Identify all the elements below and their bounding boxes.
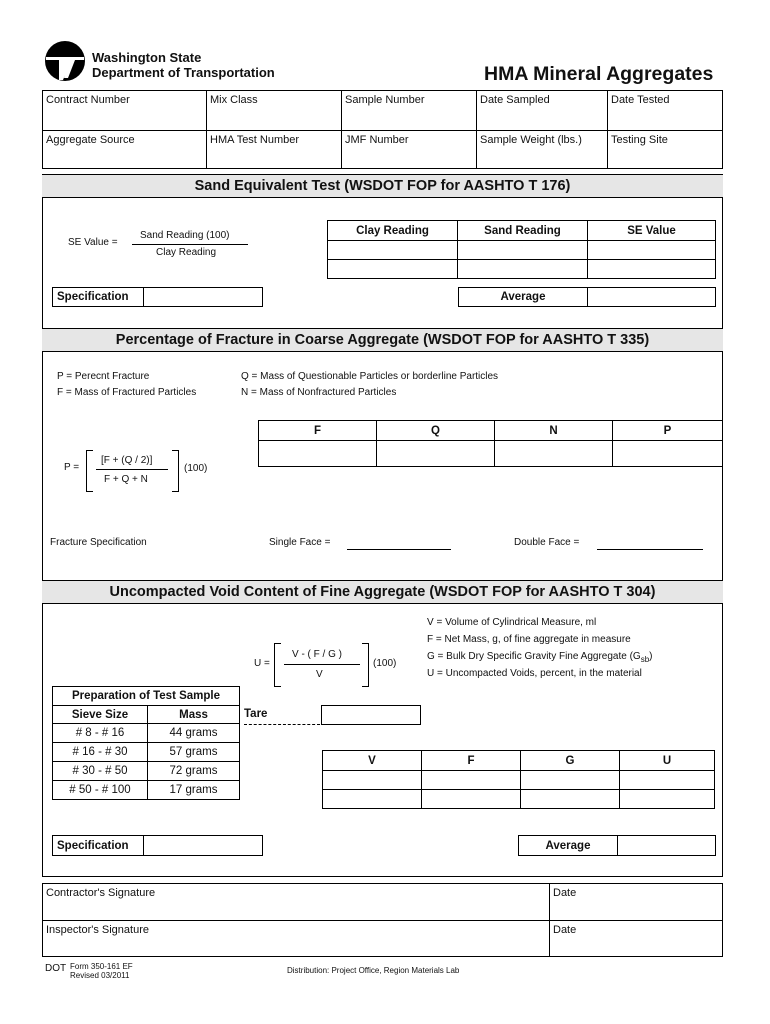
fracture-formula-denominator: F + Q + N <box>104 474 148 485</box>
inspector-date[interactable]: Date <box>550 921 723 957</box>
uncompacted-def-f: F = Net Mass, g, of fine aggregate in measure <box>427 634 631 645</box>
se-specification-label: Specification <box>53 288 144 307</box>
uncompacted-def-g-sub: sb <box>640 655 650 664</box>
fracture-def-n: N = Mass of Nonfractured Particles <box>241 387 397 398</box>
fracture-formula-multiplier: (100) <box>184 463 208 474</box>
contractor-date[interactable]: Date <box>550 884 723 921</box>
fracture-header-q: Q <box>377 421 495 441</box>
uncompacted-specification <box>52 835 263 856</box>
se-header-se-value: SE Value <box>588 221 716 241</box>
prep-sieve: # 50 - # 100 <box>53 781 148 800</box>
prep-mass: 72 grams <box>148 762 240 781</box>
footer-dot: DOT <box>45 963 67 974</box>
field-mix-class[interactable]: Mix Class <box>207 91 342 131</box>
se-cell[interactable] <box>588 260 716 279</box>
footer-distribution: Distribution: Project Office, Region Materials Lab <box>287 966 460 975</box>
fracture-cell[interactable] <box>377 441 495 467</box>
uncompacted-cell[interactable] <box>422 771 521 790</box>
signatures-table <box>42 883 723 957</box>
field-jmf-number[interactable]: JMF Number <box>342 131 477 169</box>
prep-sieve: # 16 - # 30 <box>53 743 148 762</box>
se-header-sand: Sand Reading <box>458 221 588 241</box>
uncompacted-cell[interactable] <box>323 771 422 790</box>
field-sample-weight[interactable]: Sample Weight (lbs.) <box>477 131 608 169</box>
fracture-def-f: F = Mass of Fractured Particles <box>57 387 197 398</box>
uncompacted-cell[interactable] <box>323 790 422 809</box>
uncompacted-def-u: U = Uncompacted Voids, percent, in the material <box>427 668 642 679</box>
fracture-cell[interactable] <box>613 441 723 467</box>
uncompacted-header-v: V <box>323 751 422 771</box>
se-specification <box>52 287 263 307</box>
prep-header-sieve: Sieve Size <box>53 706 148 724</box>
uncompacted-formula-bar <box>284 664 360 665</box>
uncompacted-table <box>322 750 715 809</box>
footer-revised: Revised 03/2011 <box>70 971 130 980</box>
uncompacted-cell[interactable] <box>620 771 715 790</box>
se-cell[interactable] <box>458 260 588 279</box>
fracture-header-p: P <box>613 421 723 441</box>
se-average-value[interactable] <box>588 288 716 307</box>
se-average-label: Average <box>459 288 588 307</box>
se-formula-bar <box>132 244 248 245</box>
fracture-header-f: F <box>259 421 377 441</box>
fracture-bracket-left <box>86 450 93 492</box>
field-date-tested[interactable]: Date Tested <box>608 91 723 131</box>
org-name-line2: Department of Transportation <box>92 65 275 80</box>
field-hma-test-number[interactable]: HMA Test Number <box>207 131 342 169</box>
uncompacted-cell[interactable] <box>620 790 715 809</box>
uncompacted-header-g: G <box>521 751 620 771</box>
prep-table <box>52 686 240 800</box>
uncompacted-specification-label: Specification <box>53 836 144 856</box>
org-name-line1: Washington State <box>92 50 202 65</box>
uncompacted-def-g-close: ) <box>649 651 653 662</box>
uncompacted-formula-lhs: U = <box>254 658 270 669</box>
uncompacted-cell[interactable] <box>521 790 620 809</box>
uncompacted-average <box>518 835 716 856</box>
fracture-bracket-right <box>172 450 179 492</box>
se-specification-value[interactable] <box>144 288 263 307</box>
uncompacted-def-g <box>427 651 653 664</box>
fracture-formula-numerator: [F + (Q / 2)] <box>101 455 153 466</box>
uncompacted-cell[interactable] <box>521 771 620 790</box>
form-title: HMA Mineral Aggregates <box>484 63 714 85</box>
uncompacted-specification-value[interactable] <box>144 836 263 856</box>
se-formula-denominator: Clay Reading <box>156 247 217 258</box>
se-table <box>327 220 716 279</box>
prep-mass: 17 grams <box>148 781 240 800</box>
field-aggregate-source[interactable]: Aggregate Source <box>43 131 207 169</box>
tare-dashed-line <box>244 724 320 725</box>
se-cell[interactable] <box>588 241 716 260</box>
single-face-label: Single Face = <box>269 537 331 548</box>
inspector-signature[interactable]: Inspector's Signature <box>43 921 550 957</box>
fracture-table <box>258 420 723 467</box>
footer-form-number: Form 350-161 EF <box>70 962 133 971</box>
prep-title: Preparation of Test Sample <box>53 687 240 706</box>
fracture-cell[interactable] <box>259 441 377 467</box>
fracture-formula-bar <box>96 469 168 470</box>
info-fields-table <box>42 90 723 169</box>
fracture-spec-label: Fracture Specification <box>50 537 147 548</box>
prep-mass: 44 grams <box>148 724 240 743</box>
prep-sieve: # 30 - # 50 <box>53 762 148 781</box>
se-cell[interactable] <box>458 241 588 260</box>
uncompacted-header-f: F <box>422 751 521 771</box>
fracture-title: Percentage of Fracture in Coarse Aggregate (WSDOT FOP for AASHTO T 335) <box>42 328 723 352</box>
uncompacted-formula-numerator: V - ( F / G ) <box>292 649 342 660</box>
prep-sieve: # 8 - # 16 <box>53 724 148 743</box>
uncompacted-cell[interactable] <box>422 790 521 809</box>
wsdot-logo <box>44 40 86 82</box>
fracture-cell[interactable] <box>495 441 613 467</box>
uncompacted-average-value[interactable] <box>618 836 716 856</box>
contractor-signature[interactable]: Contractor's Signature <box>43 884 550 921</box>
fracture-header-n: N <box>495 421 613 441</box>
double-face-field[interactable] <box>597 549 703 550</box>
uncompacted-title: Uncompacted Void Content of Fine Aggregate (WSDOT FOP for AASHTO T 304) <box>42 580 723 604</box>
field-sample-number[interactable]: Sample Number <box>342 91 477 131</box>
uncompacted-bracket-right <box>362 643 369 687</box>
uncompacted-def-g-text: G = Bulk Dry Specific Gravity Fine Aggregate (G <box>427 651 641 662</box>
uncompacted-header-u: U <box>620 751 715 771</box>
tare-field[interactable] <box>321 705 421 725</box>
double-face-label: Double Face = <box>514 537 580 548</box>
se-cell[interactable] <box>328 241 458 260</box>
uncompacted-formula-denominator: V <box>316 669 323 680</box>
se-formula-lhs: SE Value = <box>68 237 118 248</box>
wsdot-logo-icon <box>44 40 86 82</box>
se-formula-numerator: Sand Reading (100) <box>140 230 230 241</box>
uncompacted-formula-multiplier: (100) <box>373 658 397 669</box>
prep-header-mass: Mass <box>148 706 240 724</box>
se-cell[interactable] <box>328 260 458 279</box>
uncompacted-average-label: Average <box>519 836 618 856</box>
fracture-def-p: P = Perecnt Fracture <box>57 371 150 382</box>
se-header-clay: Clay Reading <box>328 221 458 241</box>
uncompacted-def-v: V = Volume of Cylindrical Measure, ml <box>427 617 597 628</box>
se-average <box>458 287 716 307</box>
fracture-def-q: Q = Mass of Questionable Particles or borderline Particles <box>241 371 499 382</box>
field-testing-site[interactable]: Testing Site <box>608 131 723 169</box>
fracture-formula-lhs: P = <box>64 462 80 473</box>
uncompacted-bracket-left <box>274 643 281 687</box>
tare-label: Tare <box>244 708 268 720</box>
sand-equivalent-title: Sand Equivalent Test (WSDOT FOP for AASHTO T 176) <box>42 174 723 198</box>
single-face-field[interactable] <box>347 549 451 550</box>
prep-mass: 57 grams <box>148 743 240 762</box>
field-contract-number[interactable]: Contract Number <box>43 91 207 131</box>
field-date-sampled[interactable]: Date Sampled <box>477 91 608 131</box>
